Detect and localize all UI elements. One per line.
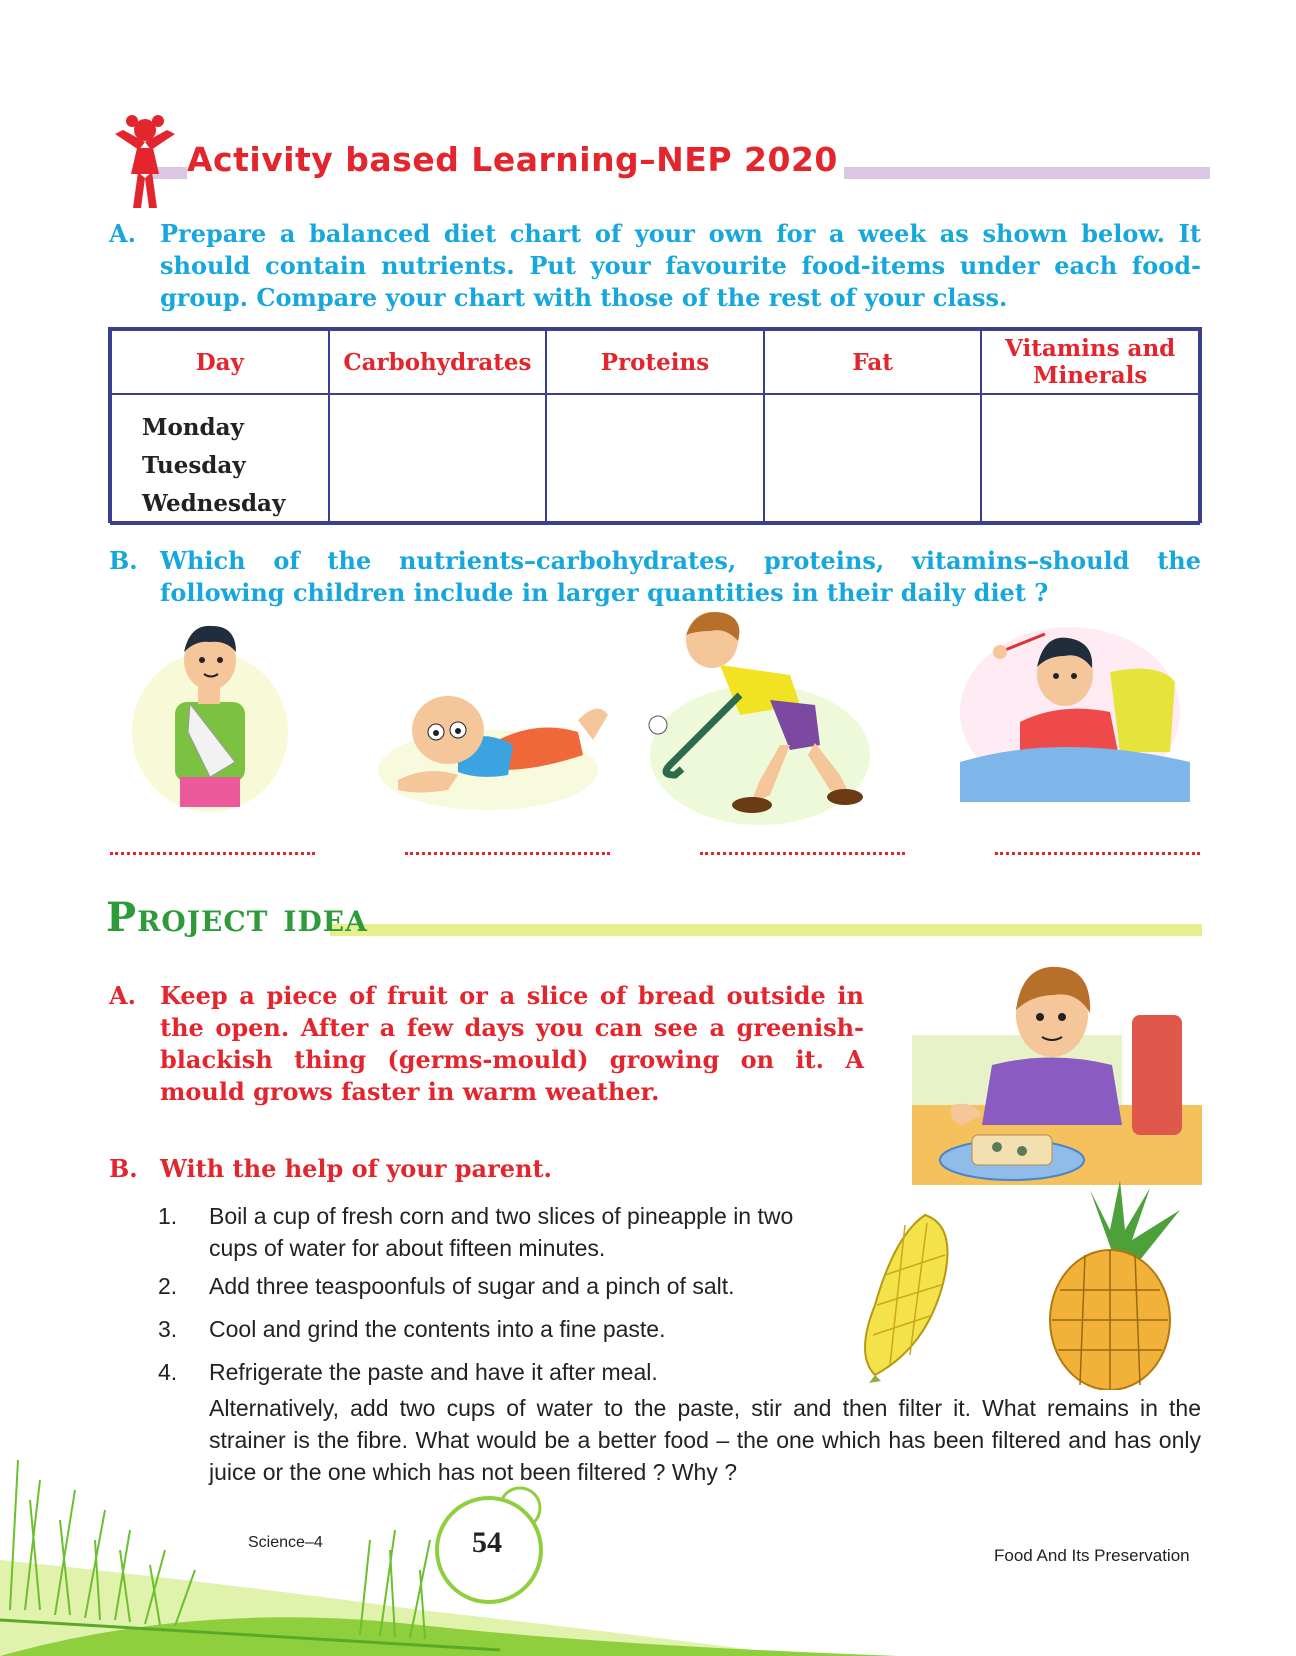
footer-chapter: Food And Its Preservation — [994, 1546, 1190, 1565]
answer-line-1[interactable] — [110, 852, 315, 855]
question-a-letter: A. — [109, 219, 136, 248]
step-4 — [158, 1356, 898, 1388]
activity-title: Activity based Learning–NEP 2020 — [187, 140, 844, 179]
fat-cell[interactable] — [764, 394, 982, 524]
project-item-a — [109, 980, 864, 1108]
carbohydrates-cell[interactable] — [329, 394, 547, 524]
table-row — [111, 394, 1199, 524]
vitamins-minerals-cell[interactable] — [981, 394, 1199, 524]
table-header-row — [111, 330, 1199, 394]
answer-line-4[interactable] — [995, 852, 1200, 855]
page-number: 54 — [472, 1526, 502, 1559]
question-a — [109, 218, 1201, 314]
project-a-letter: A. — [109, 981, 136, 1010]
sick-boy-illustration — [960, 612, 1190, 802]
header-day: Day — [111, 330, 329, 394]
day-cell — [111, 394, 329, 524]
answer-line-3[interactable] — [700, 852, 905, 855]
pineapple-illustration — [1030, 1180, 1200, 1390]
project-header-bar — [330, 924, 1202, 936]
project-b-text: With the help of your parent. — [160, 1154, 552, 1183]
day-wednesday: Wednesday — [142, 490, 286, 517]
header-fat: Fat — [764, 330, 982, 394]
header-proteins: Proteins — [546, 330, 764, 394]
step-3 — [158, 1313, 898, 1345]
question-b-text: Which of the nutrients–carbohydrates, proteins, vitamins–should the following children include in larger quantities in their daily diet ? — [160, 546, 1201, 607]
question-b — [109, 545, 1201, 609]
project-b-letter: B. — [109, 1154, 138, 1183]
hockey-boy-illustration — [640, 605, 880, 825]
step-1-text: Boil a cup of fresh corn and two slices of pineapple in two cups of water for about fifteen minutes. — [209, 1203, 794, 1261]
injured-boy-illustration — [130, 612, 290, 812]
step-3-text: Cool and grind the contents into a fine paste. — [209, 1316, 666, 1342]
step-1 — [158, 1200, 848, 1264]
step-3-number: 3. — [158, 1316, 178, 1342]
project-a-text: Keep a piece of fruit or a slice of bread outside in the open. After a few days you can see a greenish-blackish thing (germs-mould) growing on it. A mould grows faster in warm weather. — [160, 981, 864, 1106]
question-a-text: Prepare a balanced diet chart of your own for a week as shown below. It should contain nutrients. Put your favourite food-items under each food-group. Compare your chart with those of the rest of your class. — [160, 219, 1201, 312]
step-1-number: 1. — [158, 1203, 178, 1229]
header-vitamins-minerals: Vitamins and Minerals — [981, 330, 1199, 394]
day-tuesday: Tuesday — [142, 452, 246, 479]
footer-subject: Science–4 — [248, 1534, 323, 1551]
alternative-paragraph: Alternatively, add two cups of water to the paste, stir and then filter it. What remains in the strainer is the fibre. What would be a better food – the one which has been filtered and has only juice or the one which has not been filtered ? Why ? — [209, 1395, 1201, 1485]
answer-line-2[interactable] — [405, 852, 610, 855]
boy-with-bread-illustration — [912, 955, 1202, 1185]
step-4-number: 4. — [158, 1359, 178, 1385]
day-monday: Monday — [142, 414, 244, 441]
step-4-text: Refrigerate the paste and have it after meal. — [209, 1359, 658, 1385]
project-title: Project idea — [106, 894, 368, 941]
step-2-number: 2. — [158, 1273, 178, 1299]
header-carbohydrates: Carbohydrates — [329, 330, 547, 394]
corn-illustration — [855, 1205, 965, 1385]
project-item-b — [109, 1153, 849, 1185]
baby-illustration — [378, 660, 618, 810]
proteins-cell[interactable] — [546, 394, 764, 524]
question-b-letter: B. — [109, 546, 138, 575]
grass-decoration — [0, 1420, 1296, 1656]
step-2 — [158, 1270, 898, 1302]
girl-mascot-icon — [105, 112, 185, 212]
diet-chart-table — [108, 327, 1202, 523]
step-2-text: Add three teaspoonfuls of sugar and a pinch of salt. — [209, 1273, 735, 1299]
